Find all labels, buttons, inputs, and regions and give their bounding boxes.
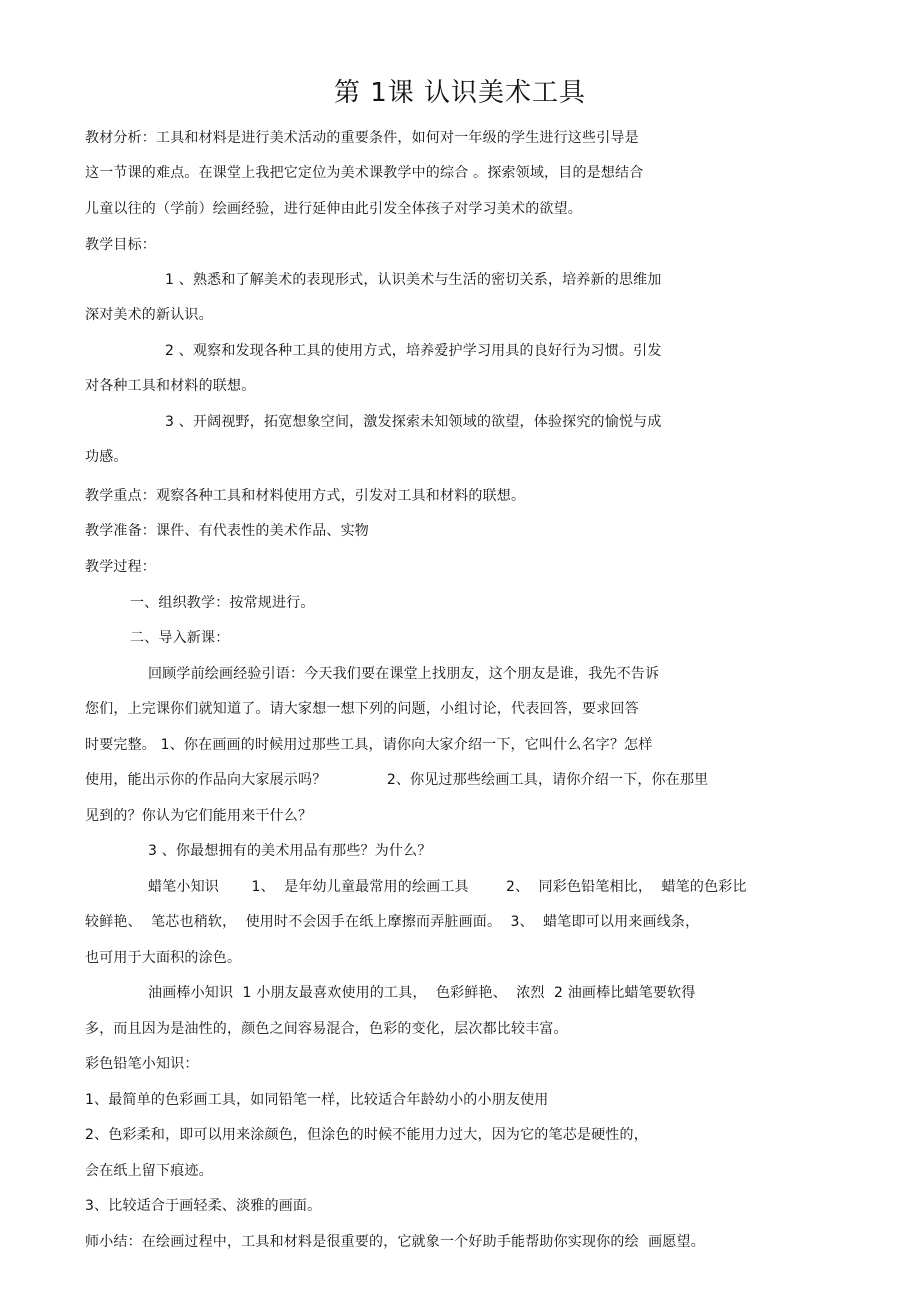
text-line: 功感。: [85, 449, 128, 465]
text-line: 会在纸上留下痕迹。: [85, 1163, 213, 1179]
text-line: 较鲜艳、 笔芯也稍软， 使用时不会因手在纸上摩擦而弄脏画面。 3、 蜡笔即可以用来画线条，: [85, 914, 700, 930]
text-line: 对各种工具和材料的联想。: [85, 378, 256, 394]
text-line: 3、比较适合于画轻柔、淡雅的画面。: [85, 1198, 322, 1214]
text-line: 彩色铅笔小知识：: [85, 1056, 199, 1072]
text-line: 教学重点：观察各种工具和材料使用方式，引发对工具和材料的联想。: [85, 488, 526, 504]
page-title: 第 1课 认识美术工具: [333, 78, 587, 108]
text-line: 教材分析：工具和材料是进行美术活动的重要条件，如何对一年级的学生进行这些引导是: [85, 130, 639, 146]
text-line: 深对美术的新认识。: [85, 307, 213, 323]
text-line: 蜡笔小知识 1、 是年幼儿童最常用的绘画工具 2、 同彩色铅笔相比， 蜡笔的色彩比: [148, 879, 747, 895]
text-line: 教学过程：: [85, 559, 156, 575]
text-line: 1 、熟悉和了解美术的表现形式，认识美术与生活的密切关系，培养新的思维加: [165, 272, 662, 288]
text-line: 3 、你最想拥有的美术用品有那些？为什么？: [148, 843, 432, 859]
text-line: 3 、开阔视野，拓宽想象空间，激发探索未知领域的欲望，体验探究的愉悦与成: [165, 414, 662, 430]
text-line: 见到的？你认为它们能用来干什么？: [85, 808, 313, 824]
text-line: 2 、观察和发现各种工具的使用方式，培养爱护学习用具的良好行为习惯。引发: [165, 343, 662, 359]
text-line: 这一节课的难点。在课堂上我把它定位为美术课教学中的综合 。探索领域，目的是想结合: [85, 165, 644, 181]
text-line: 回顾学前绘画经验引语：今天我们要在课堂上找朋友，这个朋友是谁，我先不告诉: [148, 666, 660, 682]
text-line: 2、色彩柔和，即可以用来涂颜色，但涂色的时候不能用力过大，因为它的笔芯是硬性的，: [85, 1127, 648, 1143]
text-line: 师小结：在绘画过程中，工具和材料是很重要的，它就象一个好助手能帮助你实现你的绘 画愿望。: [85, 1234, 705, 1250]
text-line: 教学目标：: [85, 237, 156, 253]
text-line: 使用，能出示你的作品向大家展示吗？ 2、你见过那些绘画工具，请你介绍一下，你在那里: [85, 772, 709, 788]
text-line: 1、最简单的色彩画工具，如同铅笔一样，比较适合年龄幼小的小朋友使用: [85, 1092, 549, 1108]
text-line: 一、组织教学：按常规进行。: [130, 595, 315, 611]
text-line: 油画棒小知识 1 小朋友最喜欢使用的工具， 色彩鲜艳、 浓烈 2 油画棒比蜡笔要软得: [148, 985, 696, 1001]
text-line: 教学准备：课件、有代表性的美术作品、实物: [85, 523, 369, 539]
text-line: 您们，上完课你们就知道了。请大家想一想下列的问题，小组讨论，代表回答，要求回答: [85, 701, 639, 717]
text-line: 多，而且因为是油性的，颜色之间容易混合，色彩的变化，层次都比较丰富。: [85, 1021, 568, 1037]
text-line: 二、导入新课：: [130, 630, 230, 646]
text-line: 时要完整。 1、你在画画的时候用过那些工具，请你向大家介绍一下，它叫什么名字？怎样: [85, 737, 653, 753]
text-line: 也可用于大面积的涂色。: [85, 950, 242, 966]
text-line: 儿童以往的（学前）绘画经验，进行延伸由此引发全体孩子对学习美术的欲望。: [85, 201, 582, 217]
